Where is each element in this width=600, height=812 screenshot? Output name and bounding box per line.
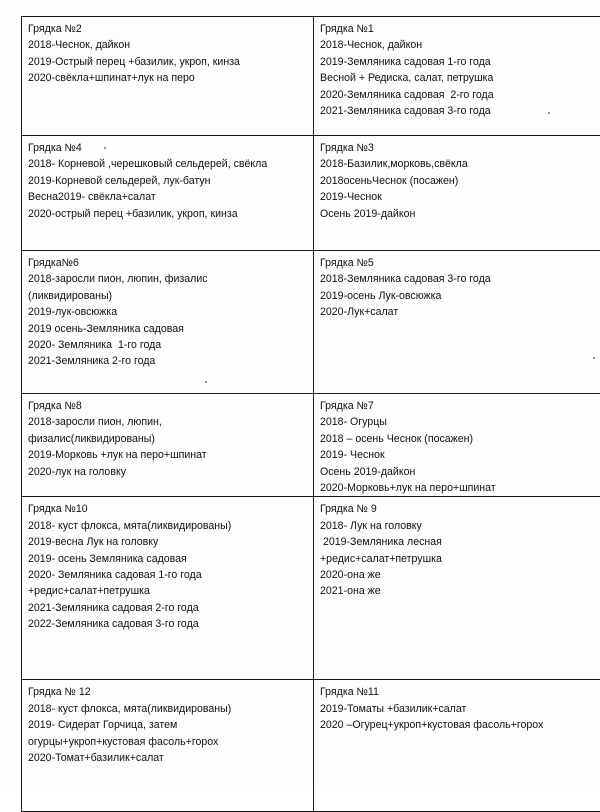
scan-speck [593, 357, 595, 359]
bed-cell [22, 394, 314, 497]
bed-entry: 2019-Острый перец +базилик, укроп, кинза [28, 54, 307, 70]
bed-entry: 2019-Земляника лесная [320, 534, 600, 550]
bed-entry: 2021-Земляника 2-го года [28, 353, 307, 369]
table-row [22, 17, 600, 136]
bed-entry: 2018- куст флокса, мята(ликвидированы) [28, 701, 307, 717]
bed-entry: 2020- Земляника 1-го года [28, 337, 307, 353]
bed-entry: +редис+салат+петрушка [320, 551, 600, 567]
bed-entry: 2019-весна Лук на головку [28, 534, 307, 550]
bed-entry: 2019-Морковь +лук на перо+шпинат [28, 447, 307, 463]
bed-entry: 2020-лук на головку [28, 464, 307, 480]
bed-entry: 2021-она же [320, 583, 600, 599]
bed-cell [314, 497, 600, 680]
bed-entry: 2020-она же [320, 567, 600, 583]
bed-entry: Осень 2019-дайкон [320, 464, 600, 480]
table-row [22, 394, 600, 497]
bed-title: Грядка №1 [320, 21, 600, 37]
bed-title: Грядка№6 [28, 255, 307, 271]
bed-entry: 2018- куст флокса, мята(ликвидированы) [28, 518, 307, 534]
bed-entry: (ликвидированы) [28, 288, 307, 304]
bed-entry: 2019-Чеснок [320, 189, 600, 205]
scan-speck [548, 112, 550, 114]
bed-entry: 2019-Земляника садовая 1-го года [320, 54, 600, 70]
bed-cell [314, 136, 600, 251]
bed-entry: 2020-Томат+базилик+салат [28, 750, 307, 766]
bed-entry: +редис+салат+петрушка [28, 583, 307, 599]
bed-cell [314, 394, 600, 497]
garden-beds-table [21, 16, 600, 812]
bed-cell [22, 251, 314, 394]
bed-entry: 2019 осень-Земляника садовая [28, 321, 307, 337]
table-row [22, 251, 600, 394]
bed-entry: огурцы+укроп+кустовая фасоль+горох [28, 734, 307, 750]
bed-cell [22, 136, 314, 251]
bed-title: Грядка № 9 [320, 501, 600, 517]
bed-entry: 2021-Земляника садовая 3-го года [320, 103, 600, 119]
bed-entry: 2020-свёкла+шпинат+лук на перо [28, 70, 307, 86]
bed-entry: 2020-острый перец +базилик, укроп, кинза [28, 206, 307, 222]
bed-entry: 2020-Морковь+лук на перо+шпинат [320, 480, 600, 496]
bed-entry: Весна2019- свёкла+салат [28, 189, 307, 205]
bed-entry: 2020 –Огурец+укроп+кустовая фасоль+горох [320, 717, 600, 733]
bed-entry: 2019- осень Земляника садовая [28, 551, 307, 567]
scan-speck [104, 147, 106, 149]
bed-entry: 2019- Чеснок [320, 447, 600, 463]
bed-entry: 2018- Лук на головку [320, 518, 600, 534]
bed-title: Грядка №3 [320, 140, 600, 156]
bed-cell [314, 680, 600, 812]
bed-entry: 2018-Базилик,морковь,свёкла [320, 156, 600, 172]
bed-entry: 2018-Чеснок, дайкон [320, 37, 600, 53]
bed-entry: 2019-Корневой сельдерей, лук-батун [28, 173, 307, 189]
bed-title: Грядка № 12 [28, 684, 307, 700]
bed-cell [314, 251, 600, 394]
bed-title: Грядка №11 [320, 684, 600, 700]
bed-entry: 2020-Лук+салат [320, 304, 600, 320]
bed-cell [22, 680, 314, 812]
bed-title: Грядка №7 [320, 398, 600, 414]
bed-entry: 2018-заросли пион, люпин, [28, 414, 307, 430]
bed-entry: 2021-Земляника садовая 2-го года [28, 600, 307, 616]
bed-entry: 2018осеньЧеснок (посажен) [320, 173, 600, 189]
bed-entry: 2019-лук-овсюжка [28, 304, 307, 320]
bed-entry: 2019- Сидерат Горчица, затем [28, 717, 307, 733]
bed-entry: 2020- Земляника садовая 1-го года [28, 567, 307, 583]
bed-entry: 2018-Земляника садовая 3-го года [320, 271, 600, 287]
bed-title: Грядка №5 [320, 255, 600, 271]
bed-entry: 2018- Огурцы [320, 414, 600, 430]
bed-entry: физалис(ликвидированы) [28, 431, 307, 447]
bed-entry: 2018-заросли пион, люпин, физалис [28, 271, 307, 287]
bed-entry: 2019-Томаты +базилик+салат [320, 701, 600, 717]
scan-speck [205, 381, 207, 383]
bed-cell [22, 17, 314, 136]
bed-entry: 2018 – осень Чеснок (посажен) [320, 431, 600, 447]
bed-entry: Весной + Редиска, салат, петрушка [320, 70, 600, 86]
table-row [22, 680, 600, 812]
bed-title: Грядка №4 [28, 140, 307, 156]
bed-cell [314, 17, 600, 136]
bed-entry: 2019-осень Лук-овсюжка [320, 288, 600, 304]
bed-entry: 2018-Чеснок, дайкон [28, 37, 307, 53]
table-row [22, 136, 600, 251]
table-row [22, 497, 600, 680]
bed-title: Грядка №2 [28, 21, 307, 37]
bed-entry: 2020-Земляника садовая 2-го года [320, 87, 600, 103]
bed-title: Грядка №8 [28, 398, 307, 414]
bed-entry: 2018- Корневой ,черешковый сельдерей, свёкла [28, 156, 307, 172]
bed-cell [22, 497, 314, 680]
bed-entry: 2022-Земляника садовая 3-го года [28, 616, 307, 632]
bed-entry: Осень 2019-дайкон [320, 206, 600, 222]
bed-title: Грядка №10 [28, 501, 307, 517]
